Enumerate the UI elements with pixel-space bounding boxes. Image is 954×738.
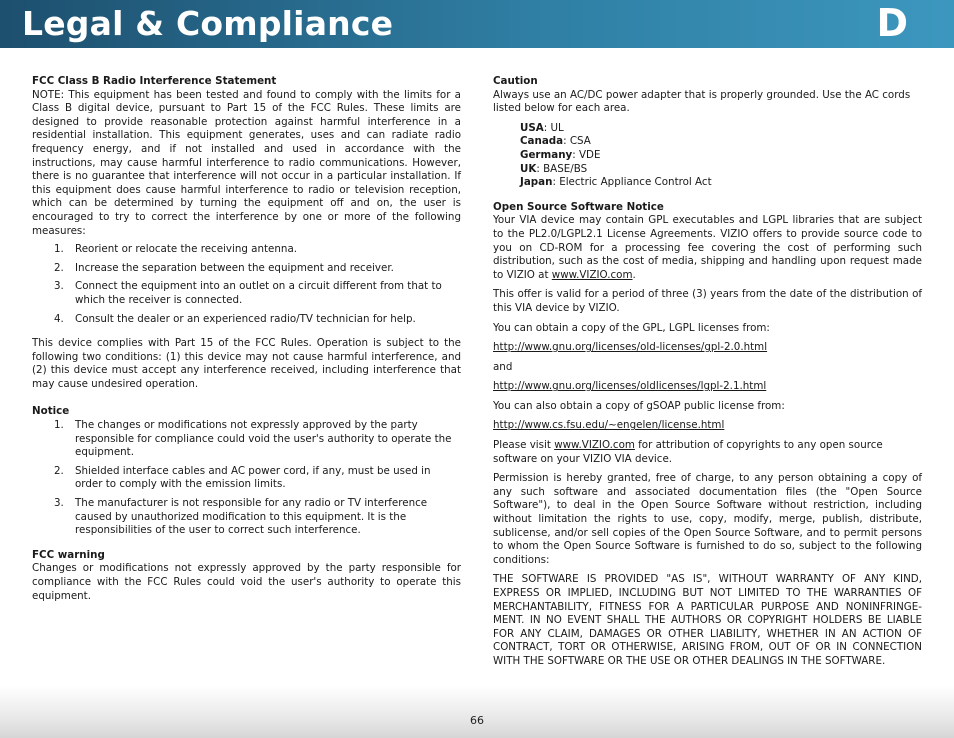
fcc-statement-heading: FCC Class B Radio Interference Statement (32, 75, 277, 87)
caution-text: Always use an AC/DC power adapter that is properly grounded. Use the AC cords listed below for each area. (493, 88, 911, 115)
list-text: Consult the dealer or an experienced radio/TV technician for help. (75, 312, 416, 325)
list-item: Germany: VDE (520, 148, 601, 161)
left-column (32, 75, 461, 603)
list-item (32, 262, 461, 276)
list-number: 1. (54, 243, 64, 256)
cord-standard: Electric Appliance Control Act (559, 176, 712, 189)
power-cord-list (493, 122, 922, 190)
visit-text: Please visit www.VIZIO.com for attribution of copyrights to any open source software on your VIZIO VIA device. (493, 439, 883, 465)
list-item (32, 313, 461, 327)
fcc-warning-text: Changes or modifications not expressly approved by the party responsible for compliance with the FCC Rules could void the user's authority to operate this equipment. (32, 562, 461, 602)
list-item: USA: UL (520, 121, 564, 134)
oss-heading: Open Source Software Notice (493, 200, 664, 213)
list-number: 2. (54, 261, 64, 274)
cord-standard: CSA (569, 135, 591, 148)
list-item (32, 497, 461, 538)
list-text: Shielded interface cables and AC power cord, if any, must be used in order to comply with the emission limits. (75, 464, 431, 491)
vizio-attribution-link[interactable]: www.VIZIO.com (554, 439, 635, 452)
list-item (32, 280, 461, 307)
warranty-text: THE SOFTWARE IS PROVIDED "AS IS", WITHOUT WARRANTY OF ANY KIND, EXPRESS OR IMPLIED, INCLUDING BUT NOT LIMITED TO THE WARRANTIES OF MERCHANTABILITY, FITNESS FOR A PARTICULAR PURPOSE AND NONINFRINGE-MENT. IN NO EVENT SHALL THE AUTHORS OR COPYRIGHT HOLDERS BE LIABLE FOR ANY CLAIM, DAMAGES OR OTHER LIABILITY, WHETHER IN AN ACTION OF CONTRACT, TORT OR OTHERWISE, ARISING FROM, OUT OF OR IN CONNECTION WITH THE SOFTWARE OR THE USE OR OTHER DEALINGS IN THE SOFTWARE. (493, 573, 922, 667)
list-number: 3. (54, 280, 64, 293)
list-text: Reorient or relocate the receiving antenna. (75, 243, 298, 256)
caution-heading: Caution (493, 75, 538, 87)
permission-text: Permission is hereby granted, free of charge, to any person obtaining a copy of any such software and associated documentation files (the "Open Source Software"), to deal in the Open Source Software without restriction, including without limitation the rights to use, copy, modify, merge, publish, distribute, sublicense, and/or sell copies of the Open Source Software, and to permit persons to whom the Open Source Software is furnished to do so, subject to the following conditions: (493, 472, 922, 566)
list-number: 2. (54, 464, 64, 477)
chapter-letter: D (876, 1, 908, 45)
country-name: Canada (520, 135, 564, 148)
list-item: UK: BASE/BS (520, 162, 588, 175)
part15-text: This device complies with Part 15 of the FCC Rules. Operation is subject to the following two conditions: (1) this device may not cause harmful interference, and (2) this device must accept any interference received, including interference that may cause undesired operation. (32, 337, 461, 390)
list-text: Connect the equipment into an outlet on a circuit different from that to which the receiver is connected. (75, 280, 442, 306)
gpl-link[interactable]: http://www.gnu.org/licenses/old-licenses/gpl-2.0.html (493, 341, 768, 354)
obtain-text: You can obtain a copy of the GPL, LGPL licenses from: (493, 321, 770, 334)
notice-heading: Notice (32, 405, 70, 418)
fcc-warning-heading: FCC warning (32, 548, 105, 561)
page-title: Legal & Compliance (22, 4, 394, 43)
country-name: UK (520, 162, 537, 175)
and-text: and (493, 360, 513, 373)
vizio-link[interactable]: www.VIZIO.com (551, 268, 633, 281)
page-number: 66 (470, 714, 484, 727)
list-number: 3. (54, 497, 64, 510)
list-item (32, 243, 461, 257)
page-header (0, 0, 954, 48)
gsoap-link[interactable]: http://www.cs.fsu.edu/~engelen/license.html (493, 419, 725, 432)
list-item (32, 465, 461, 492)
list-text: Increase the separation between the equipment and receiver. (75, 261, 394, 274)
list-text: The manufacturer is not responsible for any radio or TV interference caused by unauthorized modification to this equipment. It is the responsibilities of the user to correct such interference. (75, 497, 428, 537)
gsoap-text: You can also obtain a copy of gSOAP public license from: (493, 399, 785, 412)
list-number: 1. (54, 419, 64, 432)
cord-standard: VDE (578, 148, 601, 161)
country-name: USA (520, 121, 544, 134)
list-item (32, 419, 461, 460)
list-item: Japan: Electric Appliance Control Act (520, 176, 712, 189)
fcc-statement-text: NOTE: This equipment has been tested and found to comply with the limits for a Class B digital device, pursuant to Part 15 of the FCC Rules. These limits are designed to provide reasonable protection against harmful interference in a residential installation. This equipment generates, uses and can radiate radio frequency energy, and if not installed and used in accordance with the instructions, may cause harmful interference to radio communications. However, there is no guarantee that interference will not occur in a particular installation. If this equipment does cause harmful interference to radio or television reception, which can be determined by turning the equipment off and on, the user is encouraged to try to correct the interference by one or more of the following measures: (32, 88, 461, 237)
measures-list (32, 243, 461, 326)
cord-standard: UL (550, 121, 564, 134)
notice-list (32, 419, 461, 538)
offer-text: This offer is valid for a period of three (3) years from the date of the distribution of this VIA device by VIZIO. (493, 288, 922, 314)
cord-standard: BASE/BS (543, 162, 588, 175)
right-column (493, 75, 922, 669)
page-footer (0, 686, 954, 738)
list-number: 4. (54, 312, 64, 325)
list-text: The changes or modifications not expressly approved by the party responsible for compliance could void the user's authority to operate the equipment. (75, 419, 452, 459)
list-item: Canada: CSA (520, 135, 591, 148)
lgpl-link[interactable]: http://www.gnu.org/licenses/oldlicenses/lgpl-2.1.html (493, 380, 767, 393)
country-name: Germany (520, 148, 573, 161)
oss-text: Your VIA device may contain GPL executables and LGPL libraries that are subject to the PL2.0/LGPL2.1 License Agreements. VIZIO offers to provide source code to you on CD-ROM for a processing fee covering the cost of performing such distribution, such as the cost of media, shipping and handling upon request made to VIZIO at www.VIZIO.com. (493, 214, 922, 281)
country-name: Japan (520, 176, 553, 189)
